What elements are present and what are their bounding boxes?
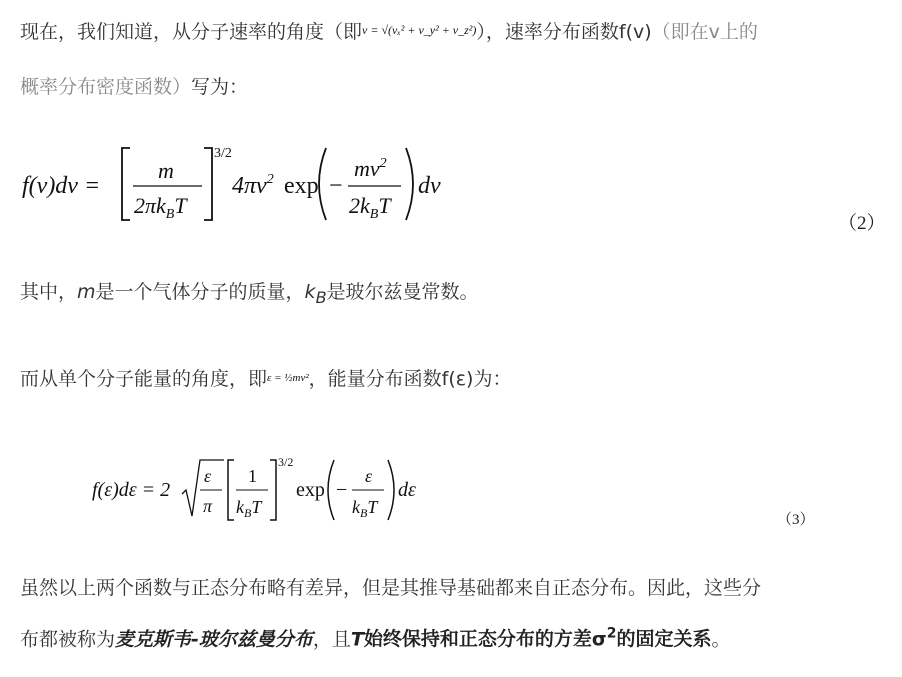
maxwell-boltzmann-emphasis: 麦克斯韦-玻尔兹曼分布 (115, 628, 313, 651)
eq3-left-bracket (228, 460, 234, 520)
eq2-frac1-den: $2\pi k_BT$ (134, 193, 187, 222)
eq2-left-paren (319, 148, 326, 220)
eq2-frac1-num: m (158, 158, 174, 183)
eq3-right-paren (388, 460, 394, 520)
conclusion-line-2: 布都被称为麦克斯韦-玻尔兹曼分布，且T始终保持和正态分布的方差$\sigma^2$的固定关系。 (20, 626, 731, 651)
intro-line-1: 现在，我们知道，从分子速率的角度（即$^{v = √(v_x^2 + v\_y^2 + v\_z^2)}$），速率分布函数f(v)（即在v上的 (20, 21, 758, 43)
eq3-left-paren (328, 460, 334, 520)
eq3-frac2-num: ε (365, 466, 373, 486)
equation-2 (18, 140, 458, 230)
eq2-exp: exp (284, 173, 319, 199)
mass-constant-paragraph: 其中，m是一个气体分子的质量，$k_B$是玻尔兹曼常数。 (20, 281, 479, 307)
eq3-sqrt-den: π (203, 496, 213, 516)
muted-note-end: 概率分布密度函数） (20, 76, 192, 98)
mass-variable: m (77, 281, 96, 303)
boltzmann-variable: k (304, 281, 316, 303)
eq2-tail: dv (418, 173, 441, 199)
intro-line-2: 概率分布密度函数）写为： (20, 76, 249, 98)
eq2-exponent: 3/2 (214, 146, 232, 161)
conclusion-paragraph (20, 572, 884, 655)
temperature-variable: T (350, 628, 364, 651)
equation-3 (90, 452, 430, 528)
energy-paragraph: 而从单个分子能量的角度，即$^{\varepsilon = \frac{1}{2}mv^2}$，能量分布函数f(ε)为： (20, 368, 512, 390)
eq3-right-bracket (270, 460, 276, 520)
variance-relation-text: 始终保持和正态分布的方差$\sigma^2$的固定关系 (363, 626, 712, 651)
eq3-frac2-den: $k_BT$ (352, 497, 378, 520)
eq2-minus: − (329, 173, 343, 199)
eq3-exponent: 3/2 (278, 455, 294, 469)
eq3-frac1-num: 1 (248, 466, 257, 486)
equation-3-number: （3） (777, 512, 815, 528)
conclusion-line-1: 虽然以上两个函数与正态分布略有差异，但是其推导基础都来自正态分布。因此，这些分 (20, 577, 762, 599)
eq2-lhs: f(v)dv = (22, 173, 101, 199)
eq3-exp: exp (296, 479, 325, 501)
eq3-lhs: f(ε)dε = 2 (92, 479, 171, 501)
speed-formula: v = √(vₓ² + v_y² + v_z²) (362, 23, 477, 37)
eq2-right-paren (406, 148, 413, 220)
eq2-left-bracket (122, 148, 130, 220)
muted-note-start: （即在v上的 (651, 21, 758, 43)
eq2-frac2-den: $2k_BT$ (349, 193, 391, 222)
eq2-frac2-num: $mv^2$ (354, 156, 387, 181)
eq3-frac1-den: $k_BT$ (236, 497, 262, 520)
eq3-sqrt-num: ε (204, 466, 212, 486)
eq3-tail: dε (398, 479, 416, 501)
intro-paragraph (20, 14, 884, 103)
equation-2-number: （2） (838, 213, 886, 234)
eq2-coeff: $4\pi v^2$ (232, 172, 274, 199)
energy-formula: ε = ½mv² (267, 372, 309, 384)
eq3-minus: − (336, 479, 348, 501)
eq2-right-bracket (204, 148, 212, 220)
